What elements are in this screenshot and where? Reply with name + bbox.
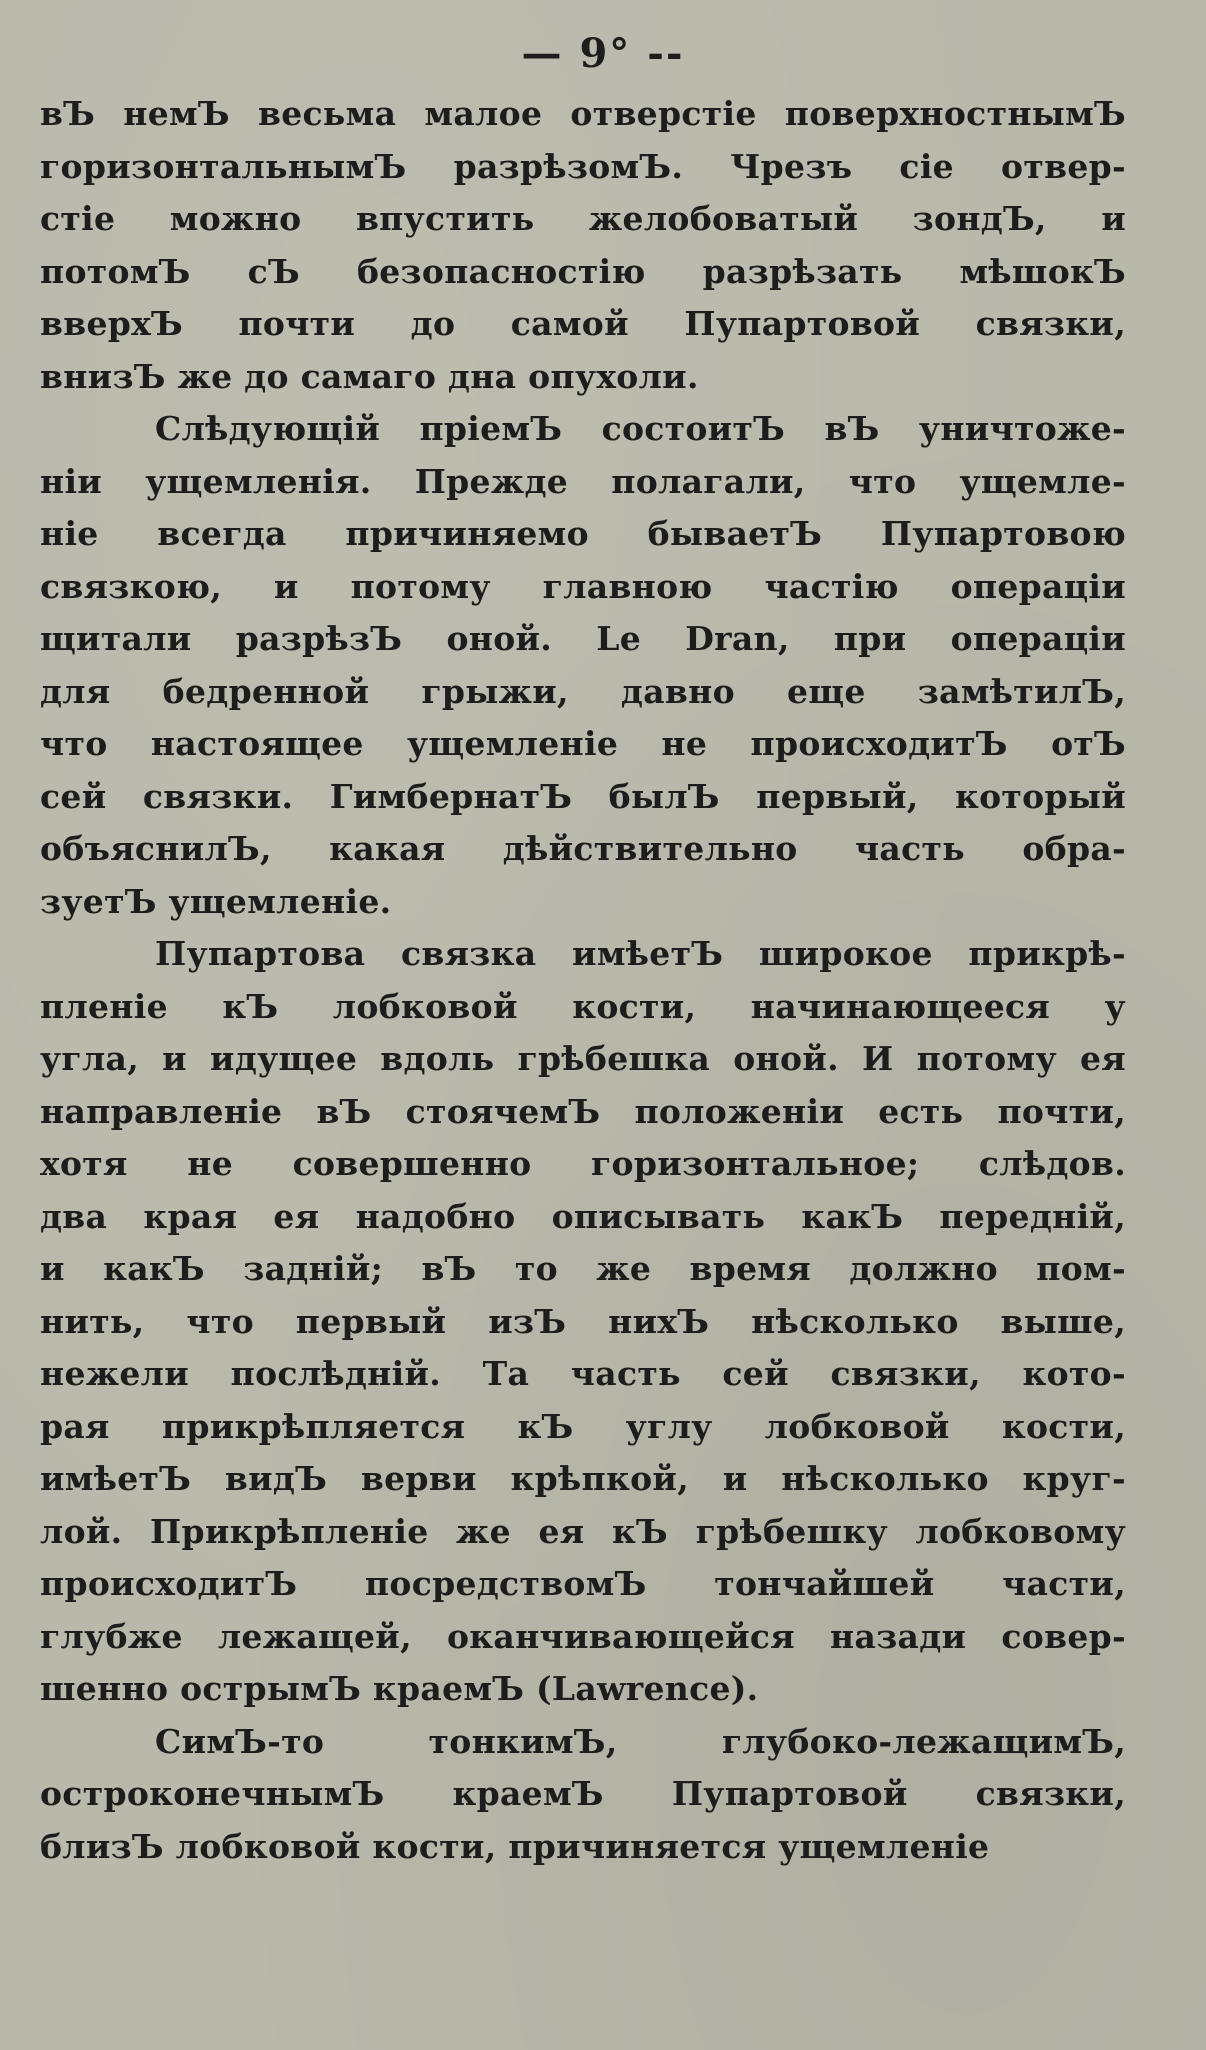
text-line: угла, и идущее вдоль грѣбешка оной. И потому ея — [40, 1039, 1126, 1078]
text-line: внизЪ же до самаго дна опухоли. — [40, 356, 699, 396]
text-line: стіе можно впустить желобоватый зондЪ, и — [40, 199, 1126, 238]
text-line: шенно острымЪ краемЪ (Lawrence). — [40, 1669, 759, 1708]
text-line: имѣетЪ видЪ верви крѣпкой, и нѣсколько круг- — [40, 1459, 1126, 1498]
paragraph — [40, 1716, 1126, 1874]
text-line: сей связки. ГимбернатЪ былЪ первый, который — [40, 776, 1126, 816]
text-line: лой. Прикрѣпленіе же ея кЪ грѣбешку лобковому — [40, 1511, 1126, 1551]
text-line: ніе всегда причиняемо бываетЪ Пупартовою — [40, 514, 1126, 553]
text-line: зуетЪ ущемленіе. — [40, 881, 392, 921]
text-line: происходитЪ посредствомЪ тончайшей части, — [40, 1564, 1126, 1603]
body-text — [40, 88, 1126, 1873]
text-line: пленіе кЪ лобковой кости, начинающееся у — [40, 986, 1126, 1026]
text-line: ніи ущемленія. Прежде полагали, что ущемле- — [40, 461, 1126, 501]
paragraph — [40, 403, 1126, 928]
text-line: связкою, и потому главною частію операціи — [40, 566, 1126, 606]
paragraph — [40, 88, 1126, 403]
text-line: направленіе вЪ стоячемЪ положеніи есть почти, — [40, 1091, 1126, 1131]
text-line: горизонтальнымЪ разрѣзомЪ. Чрезъ сіе отвер- — [40, 146, 1126, 186]
text-line: остроконечнымЪ краемЪ Пупартовой связки, — [40, 1774, 1126, 1813]
text-line: вверхЪ почти до самой Пупартовой связки, — [40, 304, 1126, 343]
text-line: и какЪ задній; вЪ то же время должно пом- — [40, 1249, 1126, 1288]
text-line: объяснилЪ, какая дѣйствительно часть обра- — [40, 829, 1126, 868]
text-line: щитали разрѣзЪ оной. Le Dran, при операціи — [40, 619, 1126, 658]
text-line: что настоящее ущемленіе не происходитЪ отЪ — [40, 724, 1126, 763]
text-line: близЪ лобковой кости, причиняется ущемленіе — [40, 1826, 990, 1866]
text-line: Слѣдующій пріемЪ состоитЪ вЪ уничтоже- — [155, 409, 1126, 448]
text-line: рая прикрѣпляется кЪ углу лобковой кости, — [40, 1406, 1126, 1446]
text-line: потомЪ сЪ безопасностію разрѣзать мѣшокЪ — [40, 251, 1126, 291]
text-line: нить, что первый изЪ нихЪ нѣсколько выше, — [40, 1301, 1126, 1341]
text-line: вЪ немЪ весьма малое отверстіе поверхностнымЪ — [40, 94, 1126, 133]
text-line: нежели послѣдній. Та часть сей связки, кото- — [40, 1354, 1126, 1393]
text-line: Пупартова связка имѣетЪ широкое прикрѣ- — [155, 934, 1126, 973]
text-line: два края ея надобно описывать какЪ передній, — [40, 1196, 1126, 1236]
text-line: глубже лежащей, оканчивающейся назади совер- — [40, 1616, 1126, 1656]
text-line: хотя не совершенно горизонтальное; слѣдов. — [40, 1144, 1126, 1183]
paragraph — [40, 928, 1126, 1716]
page-number: — 9° -- — [521, 30, 685, 77]
text-line: СимЪ-то тонкимЪ, глубоко-лежащимЪ, — [155, 1721, 1126, 1761]
text-line: для бедренной грыжи, давно еще замѣтилЪ, — [40, 671, 1126, 711]
